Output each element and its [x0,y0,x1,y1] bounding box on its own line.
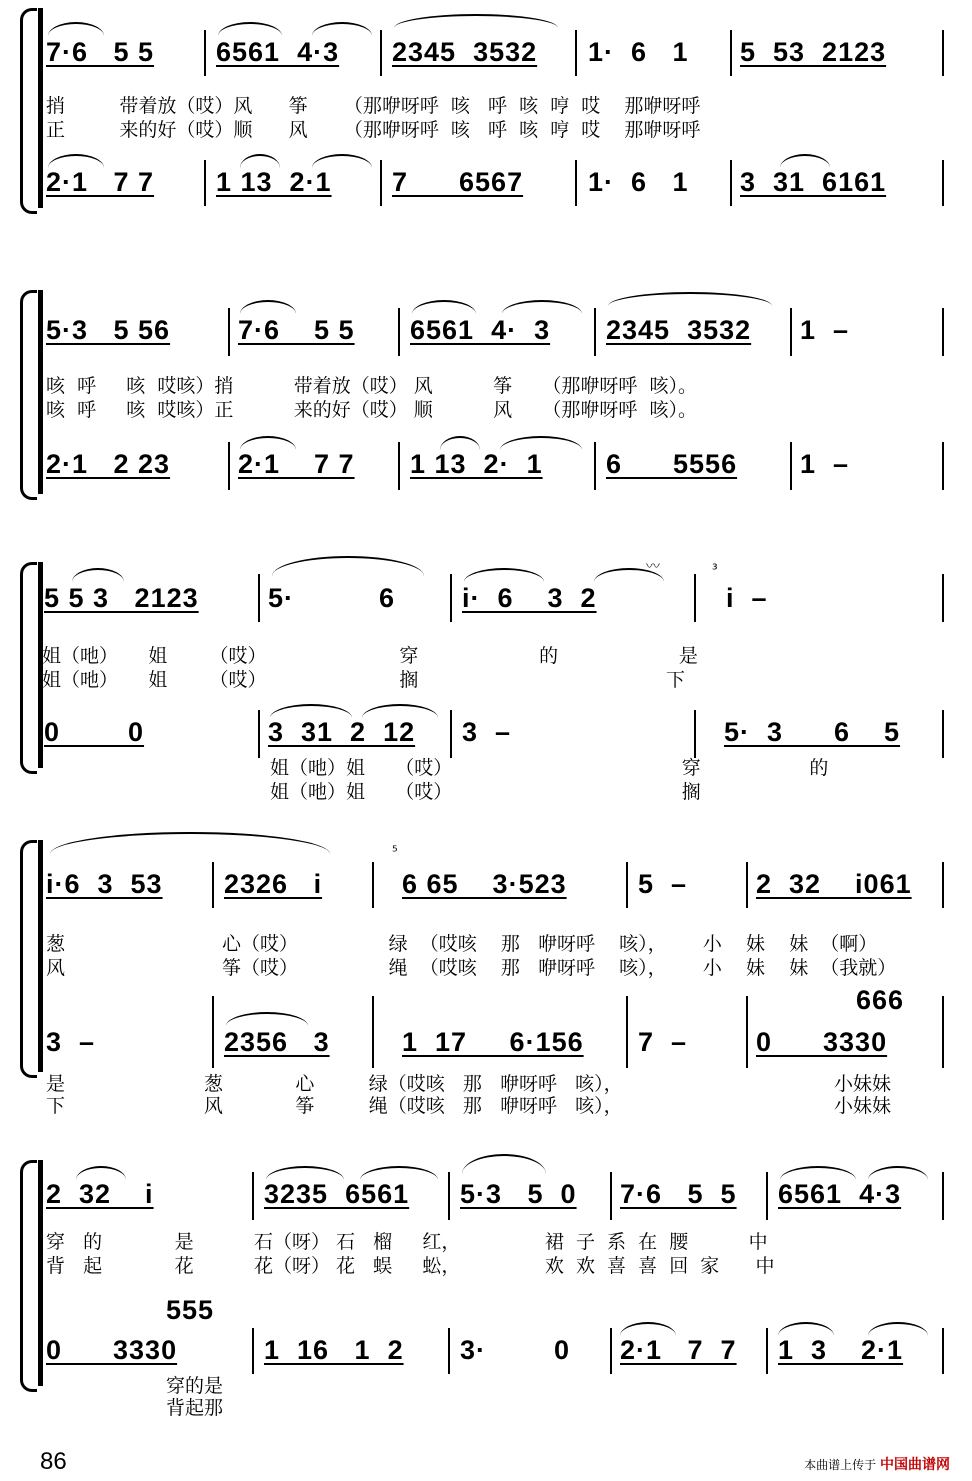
lyric-line-2: 咳 呼 咳 哎咳）正 来的好（哎） 顺 风 （那咿呀呼 咳）。 [46,399,697,421]
lyric-line-1: 穿 的 是 石（呀） 石 榴 红， 裙 子 系 在 腰 中 [46,1231,768,1253]
measure-note: 0 0 [44,717,145,747]
lyric-line-2: 正 来的好（哎）顺 风 （那咿呀呼 咳 呼 咳 哼 哎 那咿呀呼 [46,119,701,141]
lower-lyric-line-2: 下 风 筝 绳（哎咳 那 咿呀呼 咳）， 小妹妹 [46,1095,891,1117]
lyric-line-1: 葱 心（哎） 绿 （哎咳 那 咿呀呼 咳）， 小 妹 妹 （啊） [46,933,878,955]
measure-note: 3 – [462,717,512,747]
measure-note: 1 3 2·1 [778,1335,904,1365]
lower-lyric-line-1: 穿的是 [166,1375,224,1397]
measure-note: 2·1 2 23 [46,449,171,479]
measure-note: 7·6 5 5 [46,37,155,67]
chord-top-notes: 555 [166,1295,215,1325]
ornament-mark: 〰 [646,559,660,575]
source-text: 本曲谱上传于 [804,1458,877,1472]
system-line [38,840,43,1072]
measure-note: 3 – [46,1027,96,1057]
lyric-line-2: 背 起 花 花（呀） 花 蜈 蚣， 欢 欢 喜 喜 回 家 中 [46,1255,775,1277]
measure-note: 2·1 7 7 [620,1335,737,1365]
system-brace [20,1160,37,1392]
measure-note: 3 31 6161 [740,167,887,197]
measure-note: 1 – [800,315,850,345]
system-line [38,8,43,208]
lower-lyric-line-2: 姐（吔）姐 （哎） 搁 [270,781,701,803]
measure-note: 5·3 5 0 [460,1179,577,1209]
measure-note: 0 3330 [756,1027,888,1057]
measure-note: 5· 6 [268,583,396,613]
lower-lyric-line-1: 是 葱 心 绿（哎咳 那 咿呀呼 咳）， 小妹妹 [46,1073,891,1095]
measure-note: 3 31 2 12 [268,717,416,747]
measure-note: 2 32 i [46,1179,154,1209]
measure-note: 1 17 6·156 [402,1027,584,1057]
measure-note: 2356 3 [224,1027,330,1057]
measure-note: 5· 3 6 5 [724,717,901,747]
measure-note: 0 3330 [46,1335,178,1365]
measure-note: 2·1 7 7 [46,167,155,197]
measure-note: 1 – [800,449,850,479]
measure-note: 1· 6 1 [588,167,689,197]
system-line [38,1160,43,1386]
measure-note: i· 6 3 2 [462,583,597,613]
measure-note: 5 – [638,869,688,899]
system-brace [20,840,37,1078]
measure-note: 7 6567 [392,167,524,197]
system-brace [20,290,37,500]
measure-note: 6 5556 [606,449,738,479]
source-brand-logo: 中国曲谱网 [880,1457,950,1473]
measure-note: 2 32 i061 [756,869,912,899]
system-brace [20,8,37,214]
lower-lyric-line-2: 背起那 [166,1397,224,1419]
measure-note: 2345 3532 [392,37,538,67]
measure-note: 1 13 2· 1 [410,449,543,479]
system-line [38,290,43,494]
measure-note: 6561 4·3 [216,37,340,67]
source-credit [804,1454,950,1474]
measure-note: 7 – [638,1027,688,1057]
lyric-line-1: 捎 带着放（哎）风 筝 （那咿呀呼 咳 呼 咳 哼 哎 那咿呀呼 [46,95,701,117]
measure-note: 2345 3532 [606,315,752,345]
measure-note: 1· 6 1 [588,37,689,67]
grace-note-mark: ⁵ [392,844,398,860]
chord-top-notes: 666 [856,985,905,1015]
system-brace [20,562,37,774]
measure-note: 5 5 3 2123 [44,583,199,613]
measure-note: i·6 3 53 [46,869,163,899]
lyric-line-1: 姐（吔） 姐 （哎） 穿 的 是 [42,645,698,667]
measure-note: 7·6 5 5 [238,315,355,345]
measure-note: 6 65 3·523 [402,869,567,899]
lyric-line-1: 咳 呼 咳 哎咳）捎 带着放（哎） 风 筝 （那咿呀呼 咳）。 [46,375,697,397]
measure-note: 6561 4·3 [778,1179,902,1209]
measure-note: 2326 i [224,869,323,899]
measure-note: 1 13 2·1 [216,167,332,197]
measure-note: 5 53 2123 [740,37,887,67]
measure-note: 1 16 1 2 [264,1335,404,1365]
page-number: 86 [40,1448,67,1475]
measure-note: 2·1 7 7 [238,449,355,479]
measure-note: 6561 4· 3 [410,315,551,345]
measure-note: 7·6 5 5 [620,1179,737,1209]
lyric-line-2: 风 筝（哎） 绳 （哎咳 那 咿呀呼 咳）， 小 妹 妹 （我就） [46,957,897,979]
measure-note: 3235 6561 [264,1179,410,1209]
lyric-line-2: 姐（吔） 姐 （哎） 搁 下 [42,669,685,691]
measure-note: 3· 0 [460,1335,571,1365]
grace-note-mark: ³ [712,562,718,578]
measure-note: 5·3 5 56 [46,315,171,345]
lower-lyric-line-1: 姐（吔）姐 （哎） 穿 的 [270,757,829,779]
measure-note: i – [726,583,768,613]
